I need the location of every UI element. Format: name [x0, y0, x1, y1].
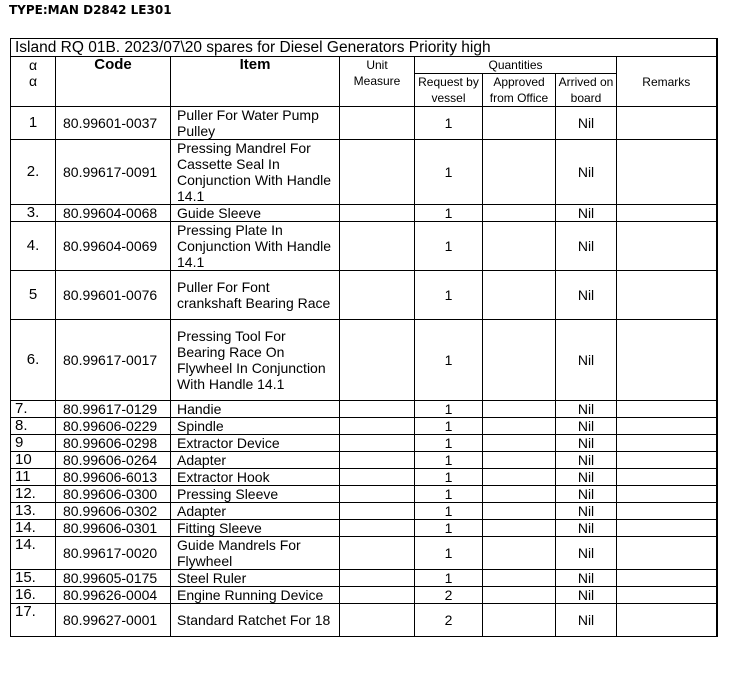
table-row: [11, 107, 717, 140]
row-approved: [483, 604, 556, 637]
row-remarks: [617, 222, 717, 271]
row-remarks: [617, 435, 717, 452]
row-approved: [483, 486, 556, 503]
row-number: 9: [11, 435, 56, 452]
row-arrived: Nil: [556, 205, 617, 222]
row-unit: [340, 537, 415, 570]
row-request: 1: [415, 418, 483, 435]
row-item: Steel Ruler: [171, 570, 340, 587]
row-request: 1: [415, 570, 483, 587]
row-request: 1: [415, 435, 483, 452]
row-remarks: [617, 418, 717, 435]
row-remarks: [617, 140, 717, 205]
table-row: [11, 587, 717, 604]
row-unit: [340, 604, 415, 637]
table-row: [11, 222, 717, 271]
row-arrived: Nil: [556, 222, 617, 271]
row-request: 1: [415, 537, 483, 570]
row-remarks: [617, 271, 717, 320]
table-row: [11, 604, 717, 637]
row-arrived: Nil: [556, 435, 617, 452]
row-number: 2.: [11, 140, 56, 205]
row-item: Handie: [171, 401, 340, 418]
table-title-row: [11, 39, 717, 57]
table-row: [11, 418, 717, 435]
row-item: Puller For Water Pump Pulley: [171, 107, 340, 140]
col-header-request: Request by vessel: [415, 74, 483, 107]
col-header-item: Item: [171, 57, 340, 107]
row-code: 80.99606-6013: [56, 469, 171, 486]
row-request: 1: [415, 140, 483, 205]
col-header-number: [11, 57, 56, 107]
row-unit: [340, 222, 415, 271]
row-number: 8.: [11, 418, 56, 435]
row-request: 1: [415, 222, 483, 271]
row-item: Pressing Plate In Conjunction With Handle 14.1: [171, 222, 340, 271]
row-remarks: [617, 537, 717, 570]
row-item: Spindle: [171, 418, 340, 435]
row-item: Pressing Sleeve: [171, 486, 340, 503]
table-row: [11, 469, 717, 486]
row-code: 80.99617-0091: [56, 140, 171, 205]
col-header-approved: Approved from Office: [483, 74, 556, 107]
row-code: 80.99606-0264: [56, 452, 171, 469]
row-number: 6.: [11, 320, 56, 401]
row-number: 10: [11, 452, 56, 469]
row-item: Guide Sleeve: [171, 205, 340, 222]
row-remarks: [617, 320, 717, 401]
row-arrived: Nil: [556, 570, 617, 587]
table-row: [11, 401, 717, 418]
spares-table: [10, 38, 718, 637]
col-header-unit-measure: Unit Measure: [340, 57, 415, 107]
row-approved: [483, 401, 556, 418]
row-arrived: Nil: [556, 107, 617, 140]
row-arrived: Nil: [556, 537, 617, 570]
row-code: 80.99606-0300: [56, 486, 171, 503]
row-code: 80.99627-0001: [56, 604, 171, 637]
row-code: 80.99617-0020: [56, 537, 171, 570]
row-number: 13.: [11, 503, 56, 520]
col-header-code: Code: [56, 57, 171, 107]
row-arrived: Nil: [556, 469, 617, 486]
row-number: 3.: [11, 205, 56, 222]
row-arrived: Nil: [556, 520, 617, 537]
table-row: [11, 140, 717, 205]
row-unit: [340, 503, 415, 520]
row-code: 80.99601-0076: [56, 271, 171, 320]
row-approved: [483, 537, 556, 570]
row-approved: [483, 570, 556, 587]
row-unit: [340, 435, 415, 452]
row-unit: [340, 469, 415, 486]
row-item: Adapter: [171, 503, 340, 520]
row-code: 80.99606-0229: [56, 418, 171, 435]
row-remarks: [617, 401, 717, 418]
row-request: 1: [415, 520, 483, 537]
row-code: 80.99617-0129: [56, 401, 171, 418]
table-row: [11, 486, 717, 503]
table-row: [11, 271, 717, 320]
row-approved: [483, 140, 556, 205]
row-request: 1: [415, 401, 483, 418]
row-unit: [340, 401, 415, 418]
row-request: 1: [415, 107, 483, 140]
row-number: 14.: [11, 520, 56, 537]
table-row: [11, 435, 717, 452]
row-number: 12.: [11, 486, 56, 503]
row-item: Standard Ratchet For 18: [171, 604, 340, 637]
row-arrived: Nil: [556, 140, 617, 205]
row-request: 1: [415, 205, 483, 222]
row-unit: [340, 205, 415, 222]
row-approved: [483, 107, 556, 140]
row-approved: [483, 222, 556, 271]
row-approved: [483, 418, 556, 435]
table-row: [11, 537, 717, 570]
row-item: Adapter: [171, 452, 340, 469]
row-unit: [340, 320, 415, 401]
row-remarks: [617, 107, 717, 140]
row-number: 4.: [11, 222, 56, 271]
row-code: 80.99601-0037: [56, 107, 171, 140]
row-remarks: [617, 520, 717, 537]
row-arrived: Nil: [556, 452, 617, 469]
table-row: [11, 205, 717, 222]
row-unit: [340, 140, 415, 205]
row-request: 1: [415, 469, 483, 486]
col-header-number-line2: α: [28, 73, 38, 89]
row-remarks: [617, 469, 717, 486]
row-arrived: Nil: [556, 401, 617, 418]
row-number: 15.: [11, 570, 56, 587]
row-code: 80.99606-0301: [56, 520, 171, 537]
row-code: 80.99606-0298: [56, 435, 171, 452]
row-number: 16.: [11, 587, 56, 604]
col-header-arrived: Arrived on board: [556, 74, 617, 107]
row-number: 5: [11, 271, 56, 320]
row-request: 1: [415, 320, 483, 401]
row-arrived: Nil: [556, 604, 617, 637]
table-row: [11, 503, 717, 520]
row-number: 14.: [11, 537, 56, 570]
row-remarks: [617, 587, 717, 604]
row-item: Fitting Sleeve: [171, 520, 340, 537]
row-approved: [483, 503, 556, 520]
row-unit: [340, 452, 415, 469]
table-row: [11, 570, 717, 587]
row-arrived: Nil: [556, 320, 617, 401]
row-remarks: [617, 205, 717, 222]
row-number: 1: [11, 107, 56, 140]
header-row-1: [11, 57, 717, 74]
row-approved: [483, 452, 556, 469]
row-approved: [483, 469, 556, 486]
row-approved: [483, 587, 556, 604]
row-unit: [340, 107, 415, 140]
row-arrived: Nil: [556, 418, 617, 435]
row-item: Guide Mandrels For Flywheel: [171, 537, 340, 570]
row-code: 80.99617-0017: [56, 320, 171, 401]
row-item: Pressing Mandrel For Cassette Seal In Conjunction With Handle 14.1: [171, 140, 340, 205]
row-number: 7.: [11, 401, 56, 418]
row-remarks: [617, 486, 717, 503]
row-item: Extractor Device: [171, 435, 340, 452]
row-unit: [340, 520, 415, 537]
row-approved: [483, 435, 556, 452]
row-code: 80.99606-0302: [56, 503, 171, 520]
row-unit: [340, 486, 415, 503]
row-code: 80.99605-0175: [56, 570, 171, 587]
table-row: [11, 452, 717, 469]
row-unit: [340, 271, 415, 320]
document-type-heading: TYPE:MAN D2842 LE301: [9, 3, 172, 17]
row-arrived: Nil: [556, 587, 617, 604]
row-unit: [340, 418, 415, 435]
col-header-remarks: Remarks: [617, 57, 717, 107]
table-row: [11, 320, 717, 401]
row-approved: [483, 205, 556, 222]
row-remarks: [617, 503, 717, 520]
row-item: Engine Running Device: [171, 587, 340, 604]
row-approved: [483, 320, 556, 401]
table-title: Island RQ 01B. 2023/07\20 spares for Diesel Generators Priority high: [11, 39, 717, 57]
row-number: 11: [11, 469, 56, 486]
col-header-quantities: Quantities: [415, 57, 617, 74]
row-item: Extractor Hook: [171, 469, 340, 486]
row-remarks: [617, 604, 717, 637]
row-request: 1: [415, 486, 483, 503]
row-request: 2: [415, 604, 483, 637]
row-approved: [483, 520, 556, 537]
row-arrived: Nil: [556, 486, 617, 503]
row-item: Puller For Font crankshaft Bearing Race: [171, 271, 340, 320]
row-request: 1: [415, 452, 483, 469]
row-code: 80.99626-0004: [56, 587, 171, 604]
row-unit: [340, 587, 415, 604]
row-request: 2: [415, 587, 483, 604]
row-request: 1: [415, 271, 483, 320]
col-header-number-line1: α: [28, 57, 38, 73]
row-remarks: [617, 452, 717, 469]
row-approved: [483, 271, 556, 320]
row-arrived: Nil: [556, 503, 617, 520]
row-unit: [340, 570, 415, 587]
row-remarks: [617, 570, 717, 587]
table-row: [11, 520, 717, 537]
row-number: 17.: [11, 604, 56, 637]
row-code: 80.99604-0068: [56, 205, 171, 222]
row-item: Pressing Tool For Bearing Race On Flywheel In Conjunction With Handle 14.1: [171, 320, 340, 401]
row-code: 80.99604-0069: [56, 222, 171, 271]
row-request: 1: [415, 503, 483, 520]
row-arrived: Nil: [556, 271, 617, 320]
